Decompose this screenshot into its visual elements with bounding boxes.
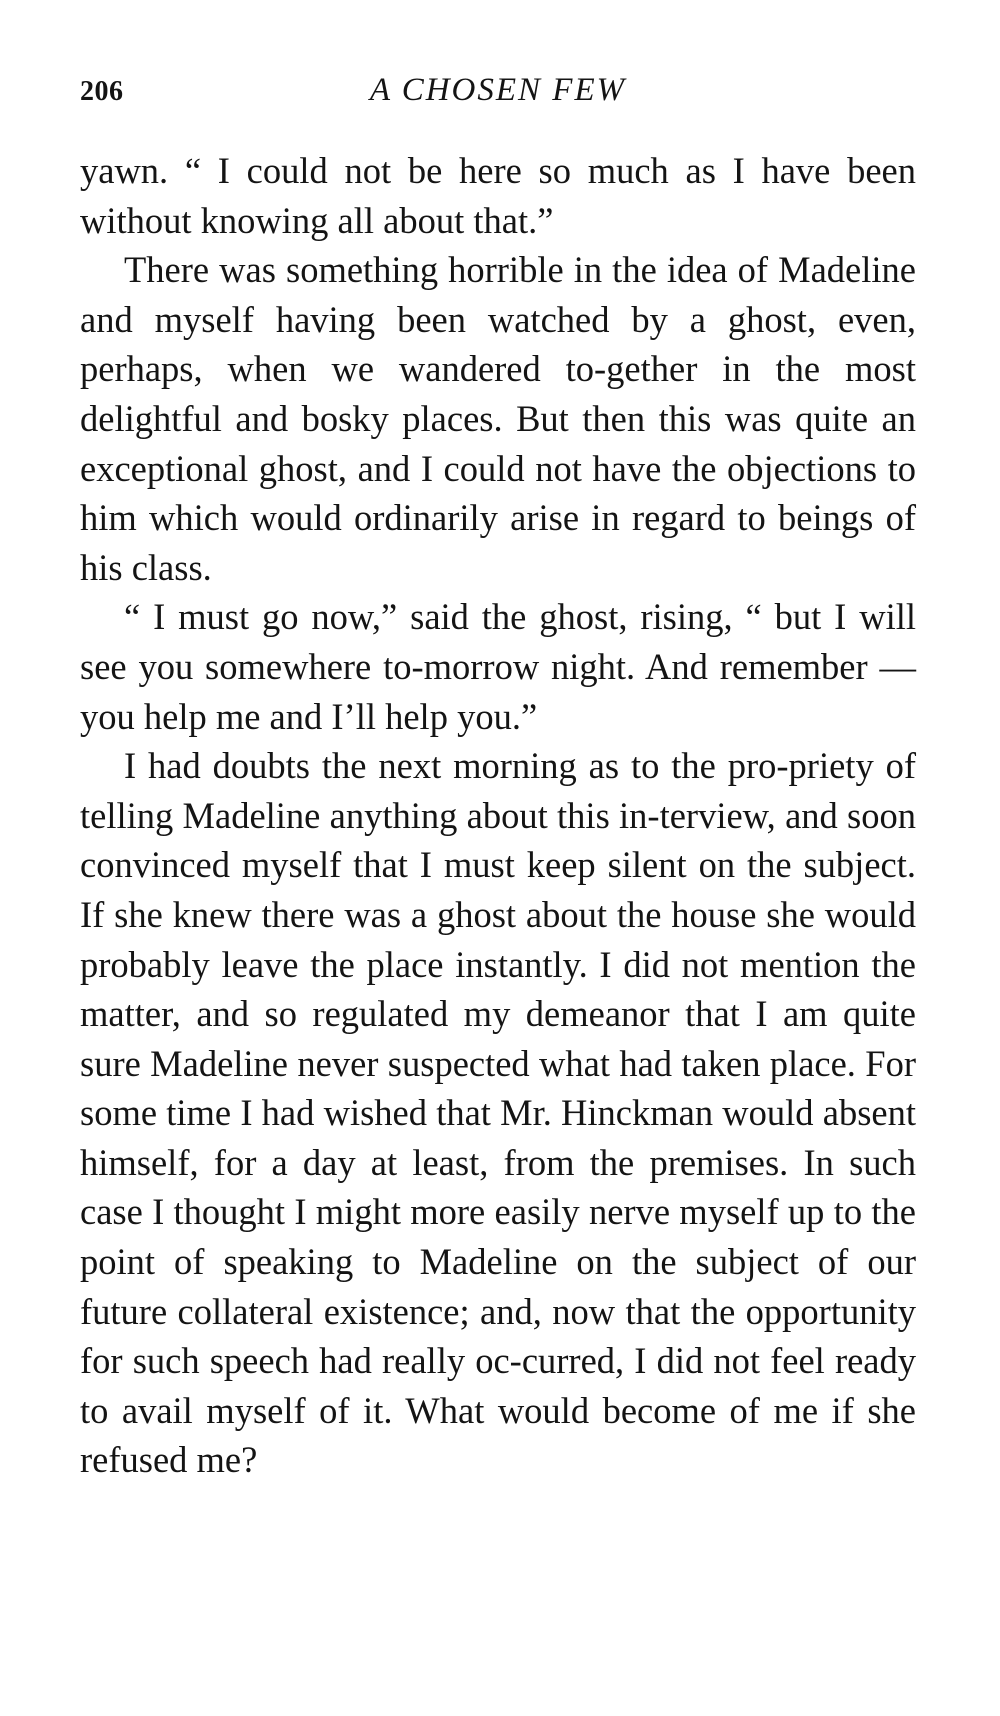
paragraph: I had doubts the next morning as to the pro-priety of telling Madeline anything about this in-terview, and soon convinced myself that I must keep silent on the subject. If she knew there was a ghost about the house she would probably leave the place instantly. I did not mention the matter, and so regulated my demeanor that I am quite sure Madeline never suspected what had taken place. For some time I had wished that Mr. Hinckman would absent himself, for a day at least, from the premises. In such case I thought I might more easily nerve myself up to the point of speaking to Madeline on the subject of our future collateral existence; and, now that the opportunity for such speech had really oc-curred, I did not feel ready to avail myself of it. What would become of me if she refused me? [80, 745, 916, 1481]
paragraph: There was something horrible in the idea of Madeline and myself having been watched by a ghost, even, perhaps, when we wandered to-gether in the most delightful and bosky places. But then this was quite an exceptional ghost, and I could not have the objections to him which would ordinarily arise in regard to beings of his class. [80, 249, 916, 588]
body-text [80, 146, 916, 1485]
paragraph-continued: yawn. “ I could not be here so much as I have been without knowing all about that.” [80, 150, 916, 241]
paragraph: “ I must go now,” said the ghost, rising, “ but I will see you somewhere to-morrow night. And remember — you help me and I’ll help you.” [80, 596, 916, 737]
book-title: A CHOSEN FEW [369, 72, 627, 108]
page-number: 206 [80, 76, 124, 107]
running-head [80, 72, 916, 116]
